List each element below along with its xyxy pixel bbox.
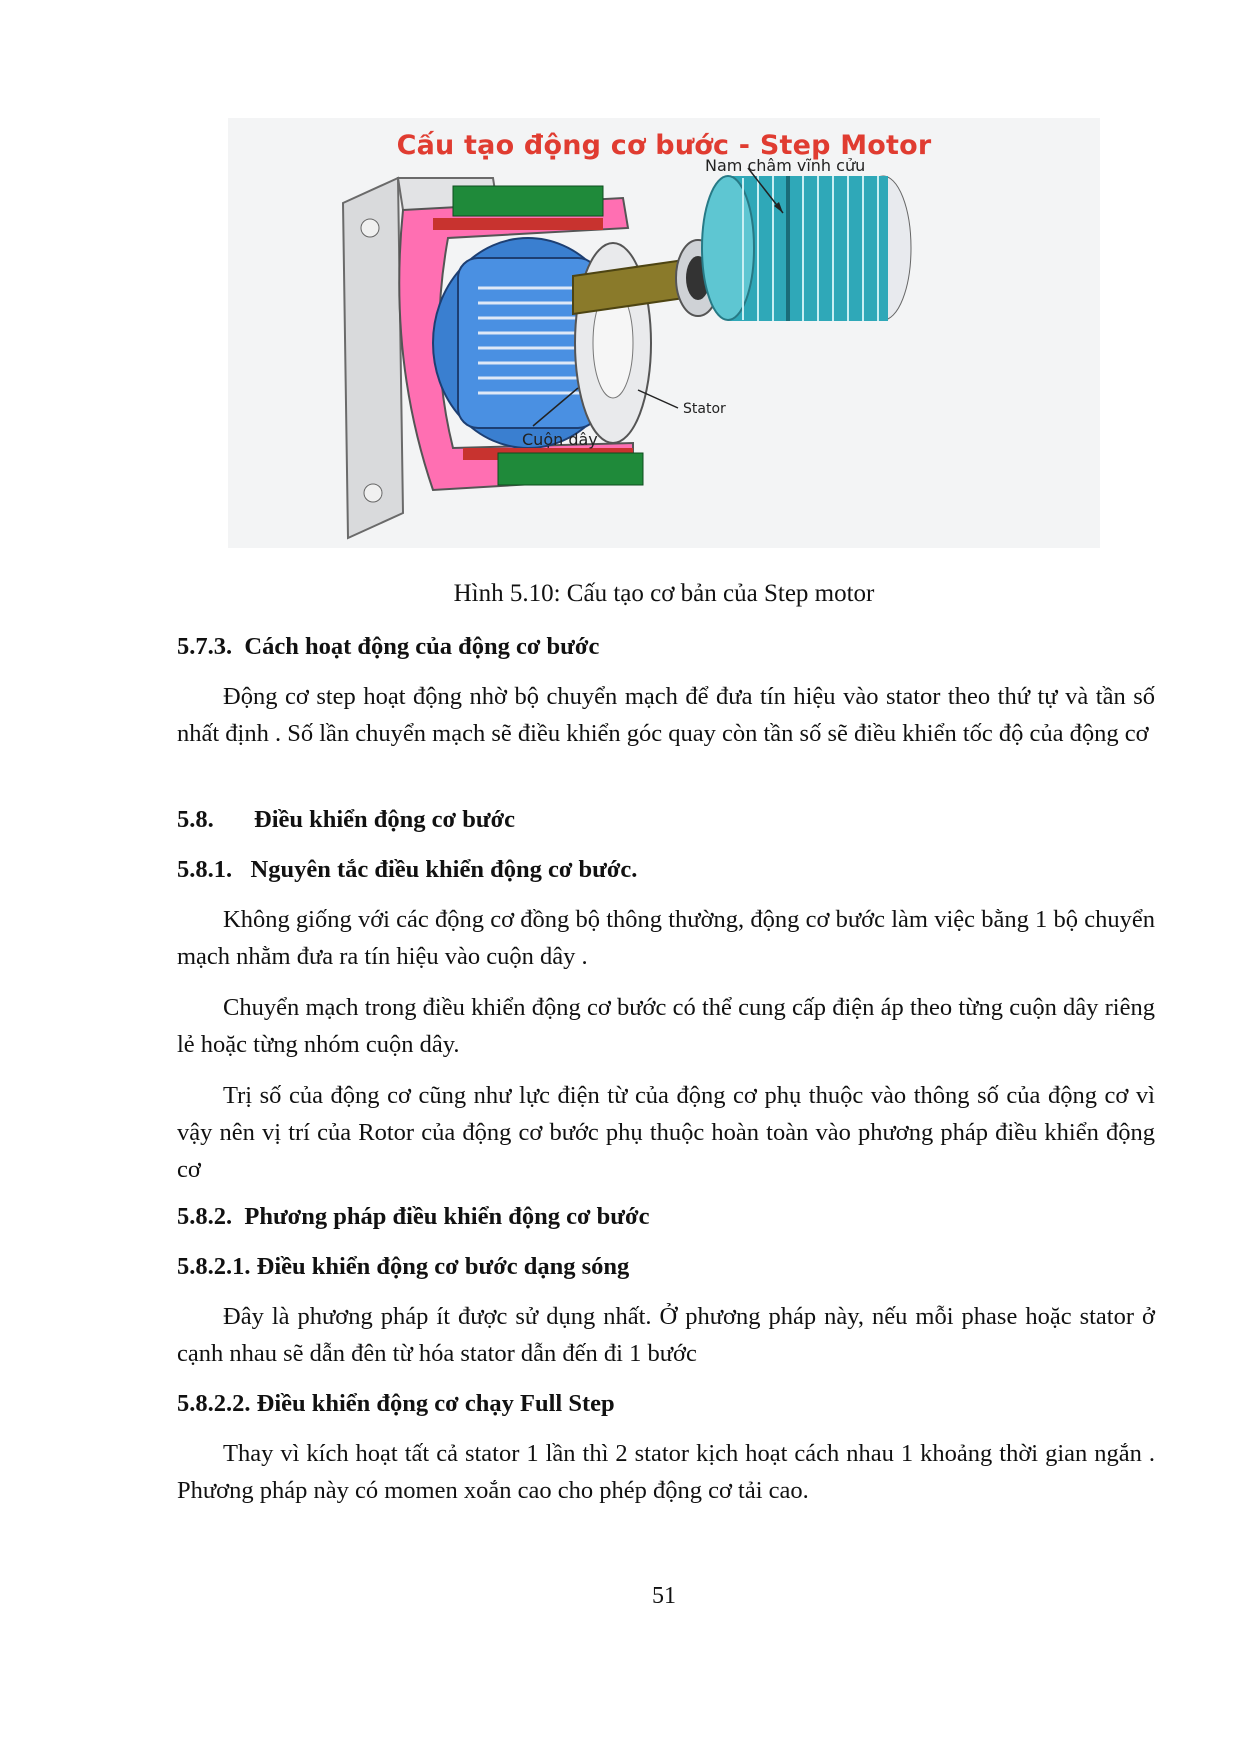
paragraph bbox=[177, 1435, 1155, 1509]
paragraph-text: Động cơ step hoạt động nhờ bộ chuyển mạch để đưa tín hiệu vào stator theo thứ tự và tần số nhất định . Số lần chuyển mạch sẽ điều khiển góc quay còn tần số sẽ điều khiển tốc độ của động cơ bbox=[177, 683, 1155, 747]
paragraph bbox=[177, 1298, 1155, 1372]
paragraph-text: Không giống với các động cơ đồng bộ thông thường, động cơ bước làm việc bằng 1 bộ chuyển mạch nhằm đưa ra tín hiệu vào cuộn dây . bbox=[177, 906, 1155, 970]
label-stator: Stator bbox=[683, 401, 726, 417]
page-number: 51 bbox=[652, 1583, 676, 1609]
step-motor-illustration bbox=[228, 118, 1100, 548]
figure-title: Cấu tạo động cơ bước - Step Motor bbox=[396, 130, 932, 161]
paragraph bbox=[177, 901, 1155, 975]
heading-title: 5.8.2.2. Điều khiển động cơ chạy Full Step bbox=[177, 1390, 615, 1417]
paragraph-text: Chuyển mạch trong điều khiển động cơ bước có thể cung cấp điện áp theo từng cuộn dây riêng lẻ hoặc từng nhóm cuộn dây. bbox=[177, 994, 1155, 1058]
heading-title: Điều khiển động cơ bước bbox=[254, 806, 516, 833]
heading-number: 5.8.2. bbox=[177, 1203, 233, 1230]
paragraph bbox=[177, 1077, 1155, 1188]
paragraph-text: Đây là phương pháp ít được sử dụng nhất. Ở phương pháp này, nếu mỗi phase hoặc stator ở cạnh nhau sẽ dẫn đên từ hóa stator dẫn đến đi 1 bước bbox=[177, 1303, 1155, 1367]
heading-5-8-2 bbox=[177, 1203, 649, 1231]
heading-5-8-1 bbox=[177, 856, 637, 884]
paragraph bbox=[177, 678, 1155, 752]
heading-title: 5.8.2.1. Điều khiển động cơ bước dạng sóng bbox=[177, 1253, 630, 1280]
heading-number: 5.7.3. bbox=[177, 633, 233, 660]
heading-5-8-2-2 bbox=[177, 1390, 615, 1418]
paragraph bbox=[177, 989, 1155, 1063]
heading-number: 5.8.1. bbox=[177, 856, 233, 883]
label-permanent-magnet: Nam châm vĩnh cửu bbox=[705, 156, 866, 175]
heading-title: Cách hoạt động của động cơ bước bbox=[244, 633, 600, 660]
paragraph-text: Trị số của động cơ cũng như lực điện từ của động cơ phụ thuộc vào thông số của động cơ vì vậy nên vị trí của Rotor của động cơ bước phụ thuộc hoàn toàn vào phương pháp điều khiển động cơ bbox=[177, 1082, 1155, 1183]
heading-title: Nguyên tắc điều khiển động cơ bước. bbox=[250, 856, 638, 883]
heading-5-8 bbox=[177, 806, 515, 834]
heading-title: Phương pháp điều khiển động cơ bước bbox=[244, 1203, 650, 1230]
paragraph-text: Thay vì kích hoạt tất cả stator 1 lần thì 2 stator kịch hoạt cách nhau 1 khoảng thời gian ngắn . Phương pháp này có momen xoắn cao cho phép động cơ tải cao. bbox=[177, 1440, 1155, 1504]
figure-caption: Hình 5.10: Cấu tạo cơ bản của Step motor bbox=[453, 580, 875, 607]
label-coil: Cuộn dây bbox=[522, 430, 598, 449]
step-motor-figure bbox=[228, 118, 1100, 548]
heading-number: 5.8. bbox=[177, 806, 214, 833]
heading-5-7-3 bbox=[177, 633, 599, 661]
heading-5-8-2-1 bbox=[177, 1253, 629, 1281]
